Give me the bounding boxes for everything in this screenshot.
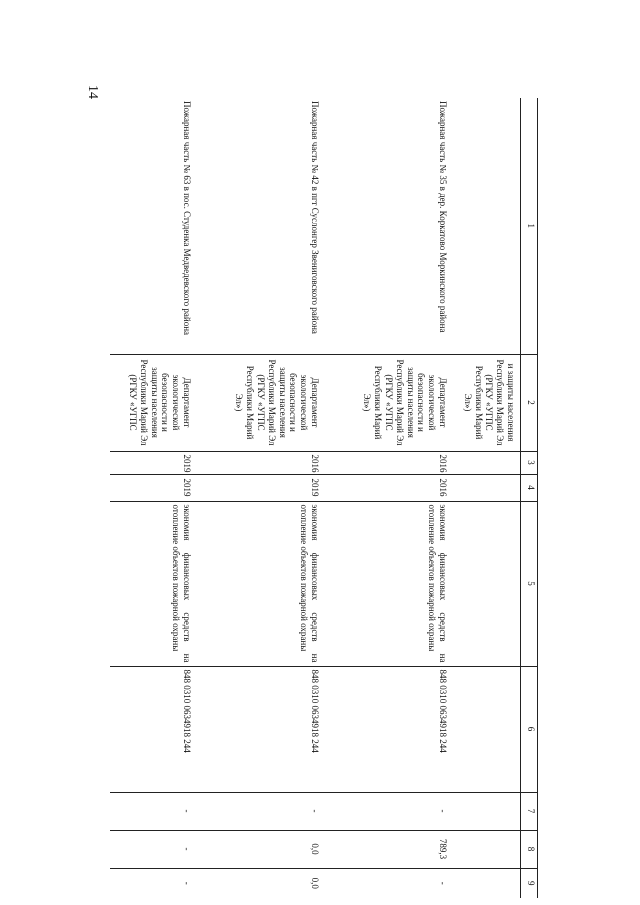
result-cell: экономия финансовых средств на отопление объектов пожарной охраны bbox=[196, 501, 324, 666]
column-number: 9 bbox=[521, 868, 538, 898]
column-number: 1 bbox=[521, 98, 538, 354]
budget-code-cell: 848 0310 0634918 244 bbox=[196, 666, 324, 792]
object-name-cell: Пожарная часть № 63 в пос. Студенка Медведевского района bbox=[182, 101, 192, 336]
start-year-cell: 2019 bbox=[110, 451, 196, 474]
budget-code-cell: 848 0310 0634918 244 bbox=[110, 666, 196, 792]
result-cell bbox=[452, 501, 521, 666]
value-cell-9 bbox=[452, 868, 521, 898]
value-cell-9: - bbox=[324, 868, 452, 898]
value-cell-8: 789,3 bbox=[324, 830, 452, 868]
table-row bbox=[196, 98, 324, 898]
column-number: 8 bbox=[521, 830, 538, 868]
column-number: 3 bbox=[521, 451, 538, 474]
value-cell-7 bbox=[452, 792, 521, 830]
organization-cell: Департамент экологической безопасности и защиты населения Республики Марий Эл (РГКУ «УГПС Республики Марий Эл») bbox=[196, 354, 324, 451]
end-year-cell bbox=[452, 474, 521, 501]
column-number: 4 bbox=[521, 474, 538, 501]
table-row bbox=[110, 98, 196, 898]
budget-code-cell bbox=[452, 666, 521, 792]
column-number: 7 bbox=[521, 792, 538, 830]
value-cell-8: - bbox=[110, 830, 196, 868]
end-year-cell: 2016 bbox=[324, 474, 452, 501]
object-name-cell: Пожарная часть № 42 в пгт Суслонгер Звениговского района bbox=[310, 101, 320, 334]
organization-cell: Департамент экологической безопасности и защиты населения Республики Марий Эл (РГКУ «УГПС bbox=[110, 354, 196, 451]
table-row bbox=[324, 98, 452, 898]
table-row bbox=[452, 98, 521, 898]
value-cell-7: - bbox=[110, 792, 196, 830]
value-cell-9: - bbox=[110, 868, 196, 898]
result-cell: экономия финансовых средств на отопление объектов пожарной охраны bbox=[110, 501, 196, 666]
column-number: 6 bbox=[521, 666, 538, 792]
object-name-cell: Пожарная часть № 35 в дер. Коркатово Моркинского района bbox=[438, 101, 448, 333]
value-cell-7: - bbox=[324, 792, 452, 830]
column-number: 2 bbox=[521, 354, 538, 451]
column-number: 5 bbox=[521, 501, 538, 666]
start-year-cell: 2016 bbox=[196, 451, 324, 474]
end-year-cell: 2019 bbox=[196, 474, 324, 501]
organization-cell: Департамент экологической безопасности и защиты населения Республики Марий Эл (РГКУ «УГПС Республики Марий Эл») bbox=[324, 354, 452, 451]
start-year-cell: 2016 bbox=[324, 451, 452, 474]
measures-table bbox=[110, 98, 538, 898]
start-year-cell bbox=[452, 451, 521, 474]
column-number-row bbox=[521, 98, 538, 898]
budget-code-cell: 848 0310 0634918 244 bbox=[324, 666, 452, 792]
result-cell: экономия финансовых средств на отопление объектов пожарной охраны bbox=[324, 501, 452, 666]
value-cell-9: 0,0 bbox=[196, 868, 324, 898]
value-cell-7: - bbox=[196, 792, 324, 830]
organization-cell: и защиты населения Республики Марий Эл (РГКУ «УГПС Республики Марий Эл») bbox=[452, 354, 521, 451]
end-year-cell: 2019 bbox=[110, 474, 196, 501]
object-name-cell bbox=[452, 98, 521, 354]
document-table-rotated bbox=[113, 98, 538, 898]
value-cell-8 bbox=[452, 830, 521, 868]
value-cell-8: 0,0 bbox=[196, 830, 324, 868]
page-number: 14 bbox=[85, 85, 100, 99]
